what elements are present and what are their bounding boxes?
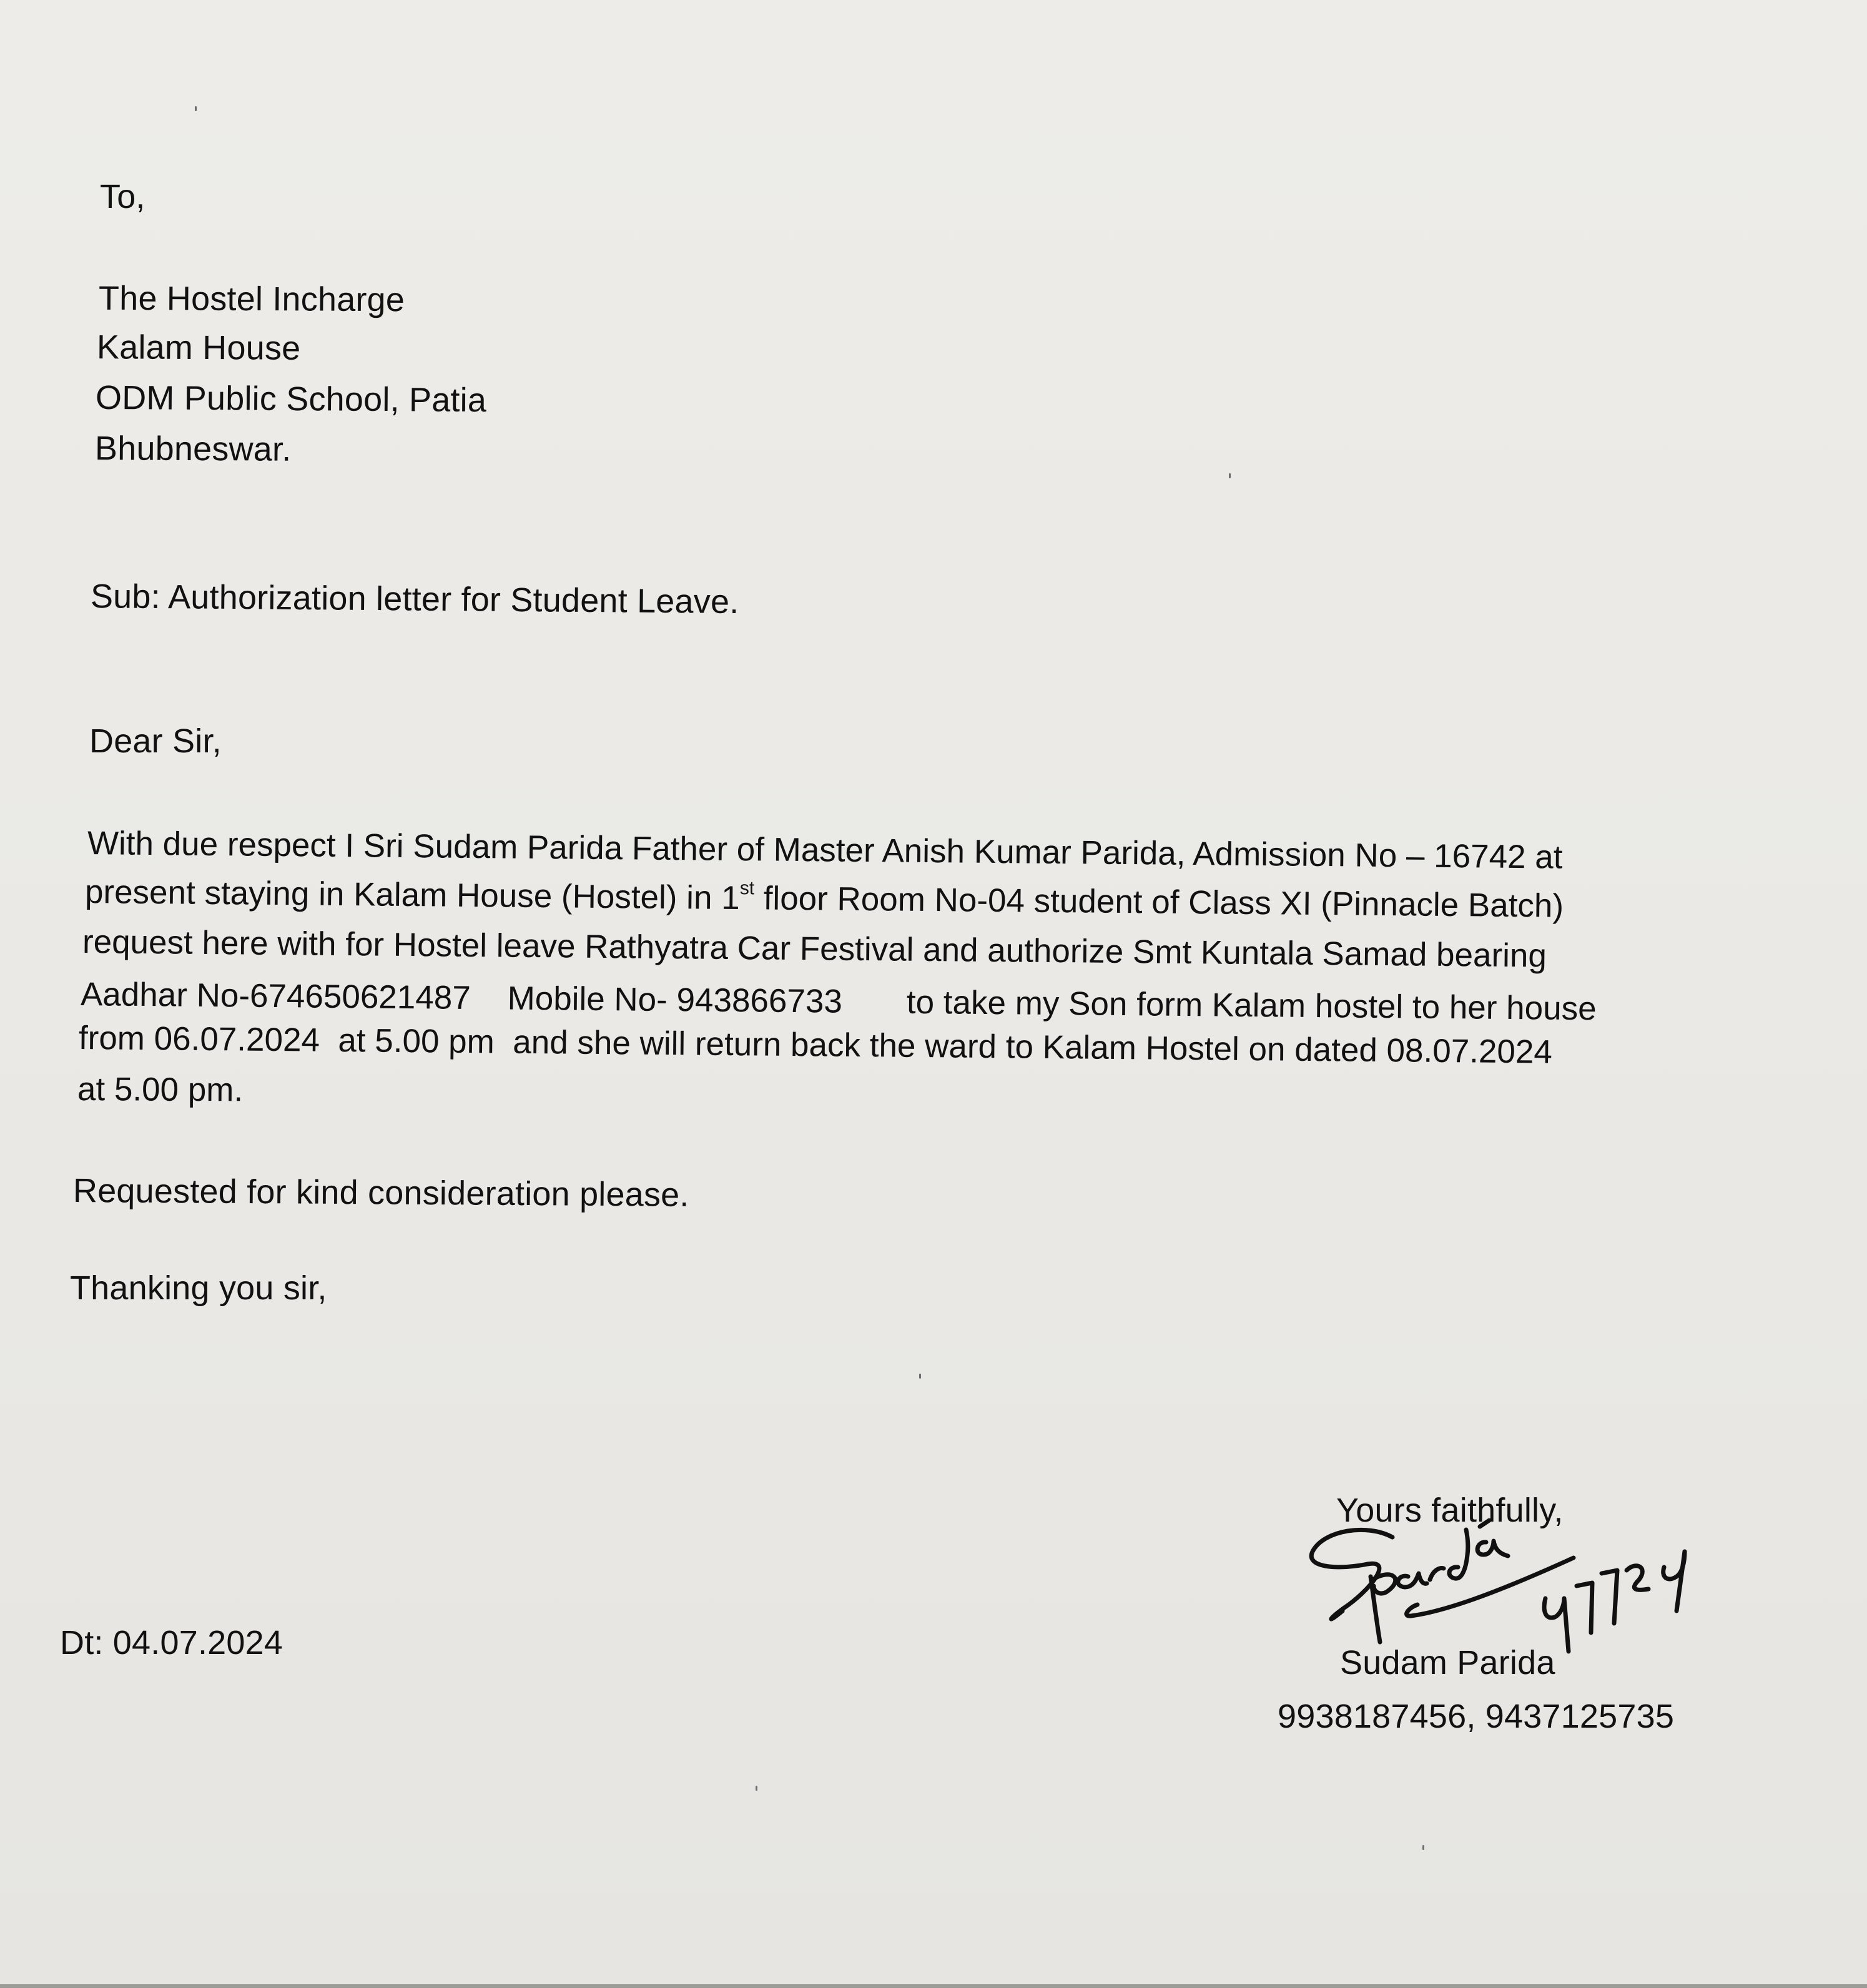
body-line-6: at 5.00 pm. [77, 1071, 244, 1109]
body-line-2-pre: present staying in Kalam House (Hostel) in 1 [84, 873, 740, 917]
recipient-line-4: Bhubneswar. [94, 430, 292, 468]
paper-speck [1229, 473, 1231, 478]
request-line: Requested for kind consideration please. [72, 1172, 689, 1214]
recipient-line-1: The Hostel Incharge [98, 279, 405, 319]
body-line-1: With due respect I Sri Sudam Parida Father of Master Anish Kumar Parida, Admission No – 16742 at [87, 825, 1563, 876]
subject-line: Sub: Authorization letter for Student Leave. [90, 578, 739, 621]
paper-speck [1422, 1845, 1424, 1850]
thanks-line: Thanking you sir, [70, 1269, 327, 1307]
salutation-to: To, [100, 178, 145, 215]
body-line-3: request here with for Hostel leave Rathyatra Car Festival and authorize Smt Kuntala Samad bearing [82, 923, 1547, 975]
recipient-line-2: Kalam House [96, 328, 301, 367]
letter-date: Dt: 04.07.2024 [60, 1624, 283, 1661]
body-line-2 [85, 875, 1564, 923]
greeting: Dear Sir, [89, 722, 222, 760]
body-line-2-post: floor Room No-04 student of Class XI (Pinnacle Batch) [754, 880, 1564, 925]
paper-speck [756, 1786, 757, 1791]
body-line-5: from 06.07.2024 at 5.00 pm and she will return back the ward to Kalam Hostel on dated 08.07.2024 [78, 1020, 1553, 1071]
closing-line: Yours faithfully, [1336, 1492, 1564, 1529]
paper-speck [195, 106, 197, 111]
body-line-4: Aadhar No-674650621487 Mobile No- 943866733 to take my Son form Kalam hostel to her house [80, 976, 1597, 1028]
page-bottom-edge [0, 1984, 1867, 1988]
ordinal-suffix: st [739, 878, 755, 899]
paper-speck [919, 1374, 921, 1379]
recipient-line-3: ODM Public School, Patia [95, 378, 487, 420]
sender-phones: 9938187456, 9437125735 [1278, 1698, 1675, 1735]
sender-name: Sudam Parida [1340, 1644, 1555, 1681]
